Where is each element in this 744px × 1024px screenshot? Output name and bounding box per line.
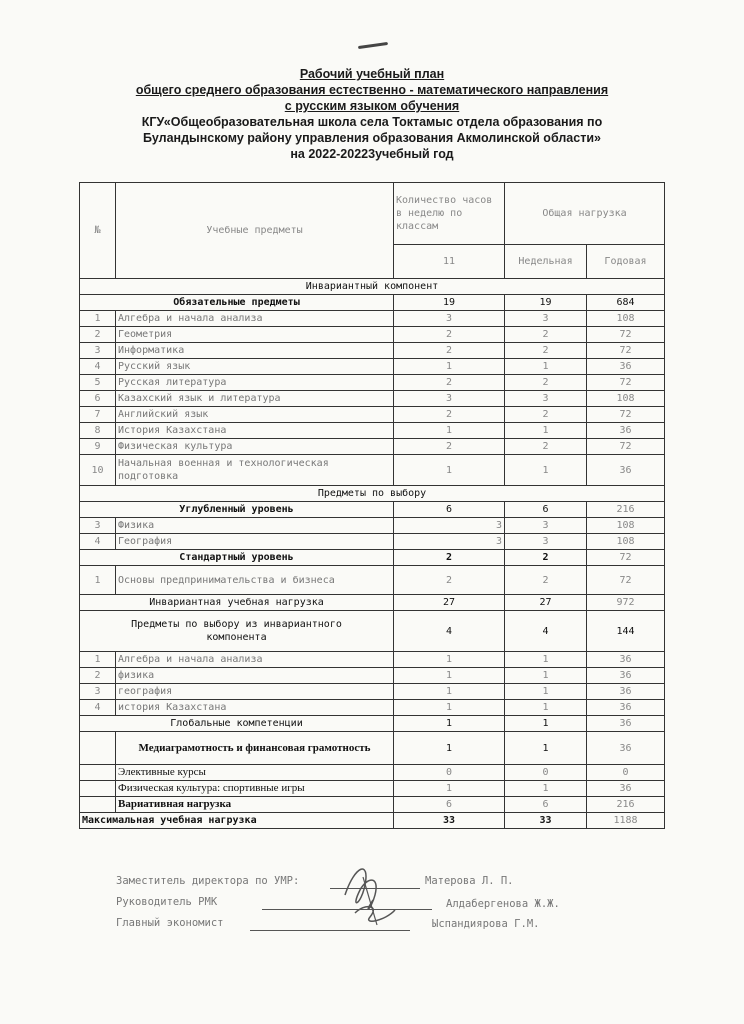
- header-line-2: общего среднего образования естественно - математического направления: [135, 83, 609, 97]
- mandatory-yearly: 684: [587, 295, 665, 311]
- row-weekly: 2: [505, 566, 587, 595]
- row-num: 2: [80, 327, 116, 343]
- summary-row: [80, 781, 665, 797]
- header-weekly: Недельная: [505, 245, 587, 279]
- standard-yearly: 72: [587, 550, 665, 566]
- table-row: [80, 391, 665, 407]
- table-row: [80, 327, 665, 343]
- row-num: 5: [80, 375, 116, 391]
- electives-num: [80, 765, 116, 781]
- row-yearly: 72: [587, 327, 665, 343]
- table-row: [80, 359, 665, 375]
- pen-mark: [358, 42, 388, 49]
- global-yearly: 36: [587, 716, 665, 732]
- header-line-1: Рабочий учебный план: [299, 67, 445, 81]
- summary-row: [80, 595, 665, 611]
- row-yearly: 72: [587, 343, 665, 359]
- summary-row: [80, 765, 665, 781]
- inv-choice-yearly: 144: [587, 611, 665, 652]
- table-row: [80, 700, 665, 716]
- row-weekly: 2: [505, 439, 587, 455]
- row-subject: Основы предпринимательства и бизнеса: [116, 566, 394, 595]
- variative-yearly: 216: [587, 797, 665, 813]
- header-load: Общая нагрузка: [505, 183, 665, 245]
- summary-row: [80, 550, 665, 566]
- row-weekly: 1: [505, 668, 587, 684]
- row-num: 6: [80, 391, 116, 407]
- row-yearly: 108: [587, 391, 665, 407]
- row-num: 7: [80, 407, 116, 423]
- row-hours: 2: [394, 327, 505, 343]
- row-hours: 2: [394, 343, 505, 359]
- inv-choice-hours: 4: [394, 611, 505, 652]
- row-weekly: 1: [505, 684, 587, 700]
- row-yearly: 36: [587, 668, 665, 684]
- table-row: [80, 684, 665, 700]
- row-num: 1: [80, 311, 116, 327]
- table-row: [80, 375, 665, 391]
- media-hours: 1: [394, 732, 505, 765]
- row-hours: 1: [394, 684, 505, 700]
- row-hours: 2: [394, 439, 505, 455]
- table-row: [80, 518, 665, 534]
- pe-games-label: Физическая культура: спортивные игры: [116, 781, 394, 797]
- summary-row: [80, 797, 665, 813]
- row-weekly: 3: [505, 534, 587, 550]
- summary-row: [80, 732, 665, 765]
- row-hours: 1: [394, 668, 505, 684]
- row-subject: Казахский язык и литература: [116, 391, 394, 407]
- summary-row: [80, 502, 665, 518]
- row-hours: 1: [394, 652, 505, 668]
- header-subject: Учебные предметы: [116, 183, 394, 279]
- media-yearly: 36: [587, 732, 665, 765]
- row-hours: 1: [394, 700, 505, 716]
- inv-choice-label: Предметы по выбору из инвариантного компонента: [80, 611, 394, 652]
- header-hours: Количество часов в неделю по классам: [394, 183, 505, 245]
- variative-label: Вариативная нагрузка: [116, 797, 394, 813]
- invariant-load-label: Инвариантная учебная нагрузка: [80, 595, 394, 611]
- section-row: [80, 279, 665, 295]
- global-hours: 1: [394, 716, 505, 732]
- invariant-load-hours: 27: [394, 595, 505, 611]
- curriculum-table: [79, 182, 665, 829]
- table-row: [80, 534, 665, 550]
- table-row: [80, 566, 665, 595]
- row-weekly: 3: [505, 391, 587, 407]
- row-weekly: 1: [505, 455, 587, 486]
- table-row: [80, 343, 665, 359]
- row-subject: Физическая культура: [116, 439, 394, 455]
- row-subject: Русский язык: [116, 359, 394, 375]
- row-weekly: 3: [505, 518, 587, 534]
- row-weekly: 1: [505, 423, 587, 439]
- row-yearly: 36: [587, 359, 665, 375]
- advanced-label: Углубленный уровень: [80, 502, 394, 518]
- header-num: №: [80, 183, 116, 279]
- row-subject: Начальная военная и технологическая подготовка: [116, 455, 394, 486]
- pe-games-weekly: 1: [505, 781, 587, 797]
- standard-label: Стандартный уровень: [80, 550, 394, 566]
- table-row: [80, 455, 665, 486]
- table-row: [80, 423, 665, 439]
- row-hours: 3: [394, 534, 505, 550]
- row-subject: Геометрия: [116, 327, 394, 343]
- row-num: 4: [80, 534, 116, 550]
- econ-title: Главный экономист: [116, 917, 224, 929]
- electives-label: Элективные курсы: [116, 765, 394, 781]
- row-yearly: 72: [587, 407, 665, 423]
- pe-games-yearly: 36: [587, 781, 665, 797]
- row-yearly: 72: [587, 566, 665, 595]
- section-invariant: Инвариантный компонент: [80, 279, 665, 295]
- row-num: 9: [80, 439, 116, 455]
- row-yearly: 36: [587, 684, 665, 700]
- maximum-weekly: 33: [505, 813, 587, 829]
- inv-choice-weekly: 4: [505, 611, 587, 652]
- media-label: Медиаграмотность и финансовая грамотность: [116, 732, 394, 765]
- mandatory-label: Обязательные предметы: [80, 295, 394, 311]
- global-label: Глобальные компетенции: [80, 716, 394, 732]
- row-num: 8: [80, 423, 116, 439]
- deputy-name: Матерова Л. П.: [425, 875, 514, 887]
- row-hours: 2: [394, 566, 505, 595]
- row-hours: 1: [394, 423, 505, 439]
- deputy-title: Заместитель директора по УМР:: [116, 875, 300, 887]
- header-line-4: КГУ«Общеобразовательная школа села Токтамыс отдела образования по: [141, 115, 603, 129]
- row-num: 1: [80, 652, 116, 668]
- row-hours: 3: [394, 391, 505, 407]
- document-header: [0, 66, 744, 162]
- row-subject: география: [116, 684, 394, 700]
- mandatory-hours: 19: [394, 295, 505, 311]
- row-subject: География: [116, 534, 394, 550]
- pe-games-hours: 1: [394, 781, 505, 797]
- row-subject: физика: [116, 668, 394, 684]
- row-yearly: 108: [587, 311, 665, 327]
- row-subject: Алгебра и начала анализа: [116, 311, 394, 327]
- media-weekly: 1: [505, 732, 587, 765]
- row-subject: Физика: [116, 518, 394, 534]
- electives-hours: 0: [394, 765, 505, 781]
- row-subject: Алгебра и начала анализа: [116, 652, 394, 668]
- row-weekly: 2: [505, 343, 587, 359]
- row-yearly: 108: [587, 518, 665, 534]
- row-hours: 3: [394, 311, 505, 327]
- global-weekly: 1: [505, 716, 587, 732]
- maximum-yearly: 1188: [587, 813, 665, 829]
- advanced-yearly: 216: [587, 502, 665, 518]
- summary-row: [80, 716, 665, 732]
- variative-num: [80, 797, 116, 813]
- row-yearly: 72: [587, 375, 665, 391]
- row-num: 3: [80, 518, 116, 534]
- row-weekly: 2: [505, 407, 587, 423]
- electives-yearly: 0: [587, 765, 665, 781]
- rmk-title: Руководитель РМК: [116, 896, 218, 908]
- row-num: 10: [80, 455, 116, 486]
- invariant-load-yearly: 972: [587, 595, 665, 611]
- row-yearly: 72: [587, 439, 665, 455]
- row-num: 2: [80, 668, 116, 684]
- econ-name: Ыспандиярова Г.М.: [432, 918, 540, 930]
- row-subject: история Казахстана: [116, 700, 394, 716]
- table-row: [80, 407, 665, 423]
- row-weekly: 1: [505, 652, 587, 668]
- row-yearly: 36: [587, 652, 665, 668]
- row-weekly: 2: [505, 375, 587, 391]
- table-row: [80, 668, 665, 684]
- section-electives: Предметы по выбору: [80, 486, 665, 502]
- row-num: 4: [80, 359, 116, 375]
- electives-weekly: 0: [505, 765, 587, 781]
- header-line-6: на 2022-20223учебный год: [290, 147, 454, 161]
- row-subject: Информатика: [116, 343, 394, 359]
- variative-weekly: 6: [505, 797, 587, 813]
- row-yearly: 36: [587, 455, 665, 486]
- summary-row: [80, 295, 665, 311]
- maximum-hours: 33: [394, 813, 505, 829]
- invariant-load-weekly: 27: [505, 595, 587, 611]
- header-line-5: Буландынскому району управления образования Акмолинской области»: [143, 131, 601, 145]
- row-subject: История Казахстана: [116, 423, 394, 439]
- row-subject: Русская литература: [116, 375, 394, 391]
- row-weekly: 1: [505, 700, 587, 716]
- maximum-label: Максимальная учебная нагрузка: [80, 813, 394, 829]
- media-num: [80, 732, 116, 765]
- header-line-3: с русским языком обучения: [284, 99, 460, 113]
- row-num: 4: [80, 700, 116, 716]
- row-weekly: 2: [505, 327, 587, 343]
- row-weekly: 1: [505, 359, 587, 375]
- rmk-name: Алдабергенова Ж.Ж.: [446, 898, 560, 910]
- header-yearly: Годовая: [587, 245, 665, 279]
- row-yearly: 108: [587, 534, 665, 550]
- row-hours: 3: [394, 518, 505, 534]
- header-class: 11: [394, 245, 505, 279]
- table-header-row: [80, 183, 665, 245]
- row-subject: Английский язык: [116, 407, 394, 423]
- standard-hours: 2: [394, 550, 505, 566]
- row-yearly: 36: [587, 700, 665, 716]
- mandatory-weekly: 19: [505, 295, 587, 311]
- row-yearly: 36: [587, 423, 665, 439]
- advanced-weekly: 6: [505, 502, 587, 518]
- row-weekly: 3: [505, 311, 587, 327]
- table-row: [80, 652, 665, 668]
- row-hours: 1: [394, 359, 505, 375]
- row-hours: 2: [394, 407, 505, 423]
- row-num: 3: [80, 343, 116, 359]
- row-hours: 2: [394, 375, 505, 391]
- row-num: 1: [80, 566, 116, 595]
- standard-weekly: 2: [505, 550, 587, 566]
- handwritten-signature: [325, 855, 405, 935]
- pe-games-num: [80, 781, 116, 797]
- table-row: [80, 311, 665, 327]
- summary-row: [80, 611, 665, 652]
- variative-hours: 6: [394, 797, 505, 813]
- row-num: 3: [80, 684, 116, 700]
- advanced-hours: 6: [394, 502, 505, 518]
- row-hours: 1: [394, 455, 505, 486]
- table-row: [80, 439, 665, 455]
- summary-row: [80, 813, 665, 829]
- section-row: [80, 486, 665, 502]
